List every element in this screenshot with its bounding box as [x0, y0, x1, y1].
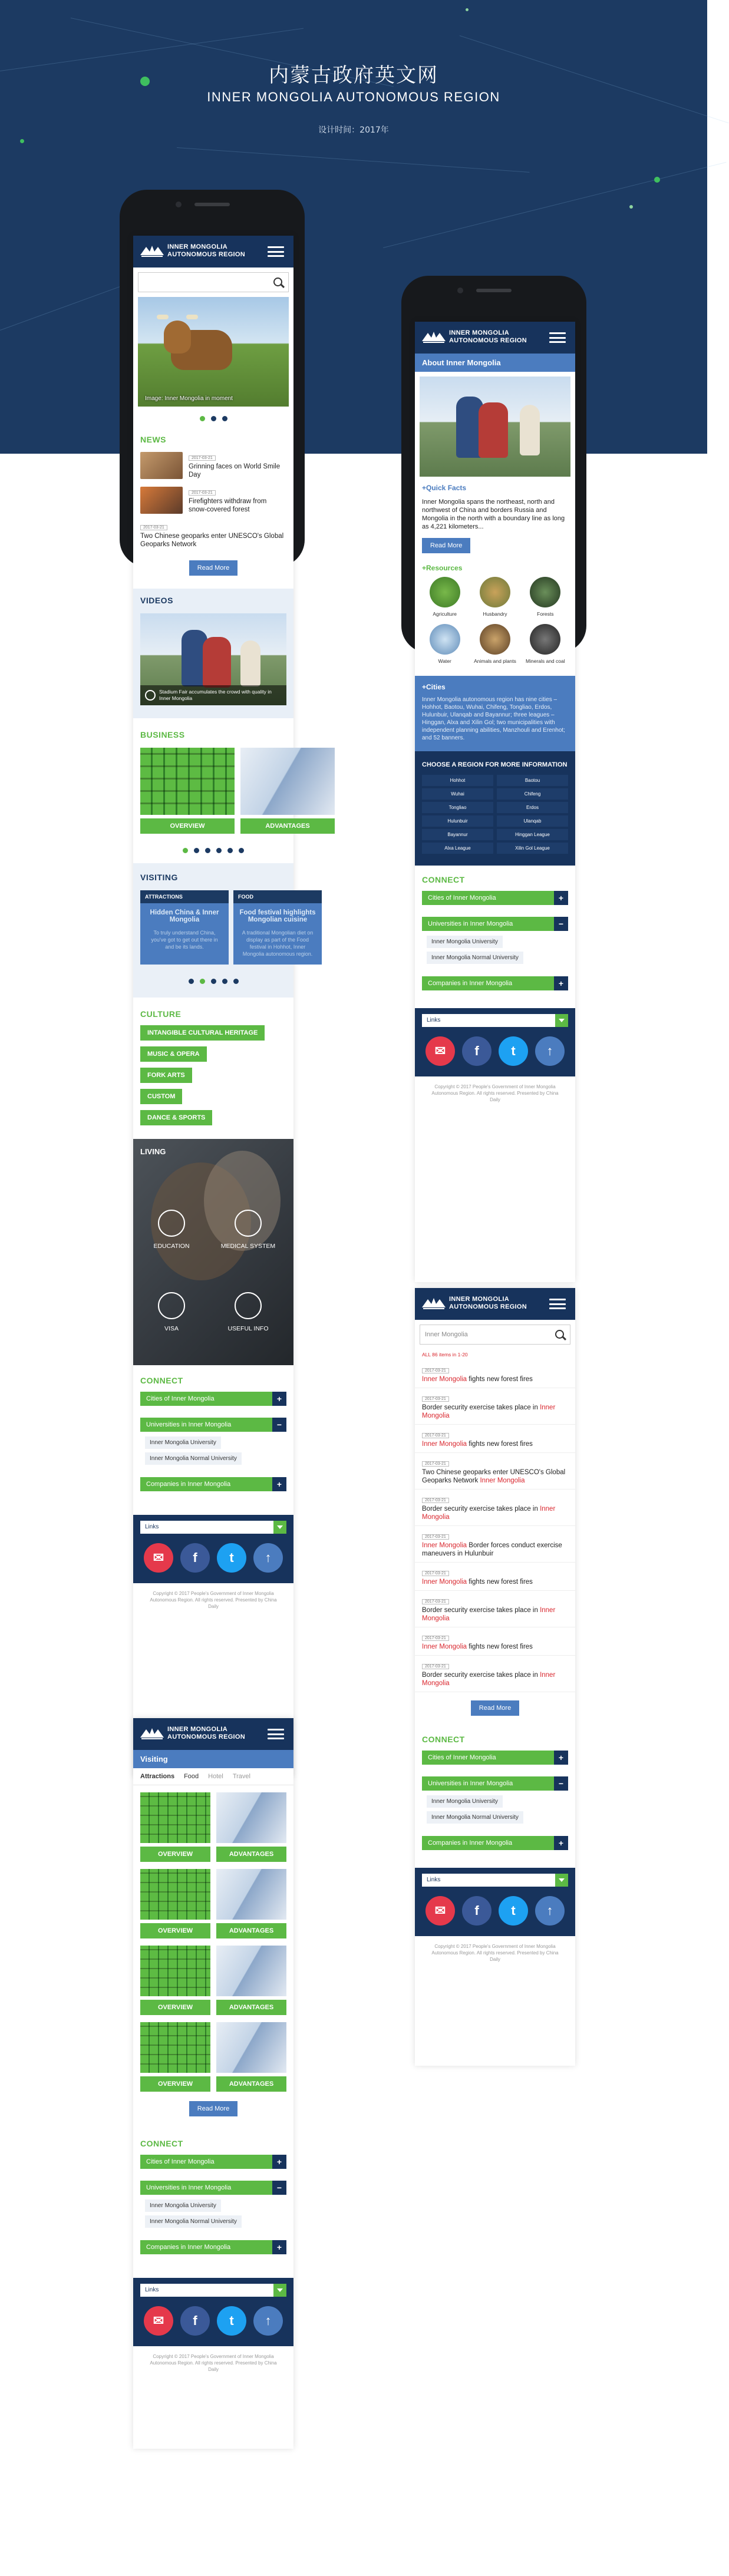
- companies-accordion[interactable]: Companies in Inner Mongolia +: [422, 1836, 568, 1850]
- region-link[interactable]: Tongliao: [422, 802, 493, 813]
- card-image[interactable]: [216, 1869, 286, 1920]
- advantages-button[interactable]: ADVANTAGES: [216, 1923, 286, 1938]
- menu-icon[interactable]: [549, 332, 566, 343]
- result-title: Border security exercise takes place in Inner Mongolia: [422, 1505, 556, 1521]
- connect-heading: CONNECT: [422, 1735, 465, 1744]
- twitter-icon[interactable]: t: [217, 1543, 246, 1573]
- companies-accordion[interactable]: Companies in Inner Mongolia +: [140, 1477, 286, 1491]
- links-footer: [133, 2278, 293, 2346]
- logo-icon[interactable]: [421, 1296, 447, 1311]
- news-item[interactable]: [133, 483, 293, 517]
- result-title: Inner Mongolia fights new forest fires: [422, 1643, 533, 1650]
- visiting-card[interactable]: FOOD Food festival highlights Mongolian cuisine A traditional Mongolian diet on display as part of the Food festival in Hohhot, Inner Mongolia autonomous region.: [233, 890, 322, 965]
- card-image[interactable]: [140, 1792, 210, 1843]
- links-dropdown[interactable]: Links: [422, 1014, 568, 1027]
- tab-food[interactable]: Food: [184, 1773, 199, 1780]
- university-item[interactable]: Inner Mongolia University: [145, 1436, 221, 1449]
- education-link[interactable]: EDUCATION: [139, 1210, 204, 1250]
- advantages-button[interactable]: ADVANTAGES: [216, 2000, 286, 2015]
- business-image: [140, 748, 235, 815]
- search-result-item[interactable]: [415, 1591, 575, 1627]
- tab-travel[interactable]: Travel: [232, 1773, 250, 1780]
- useful-info-link[interactable]: USEFUL INFO: [216, 1292, 281, 1332]
- links-dropdown[interactable]: Links: [422, 1874, 568, 1887]
- resource-forests[interactable]: Forests: [523, 577, 568, 617]
- facebook-icon[interactable]: f: [180, 1543, 210, 1573]
- news-thumb: [140, 487, 183, 514]
- links-dropdown[interactable]: Links: [140, 2284, 286, 2297]
- news-heading: NEWS: [140, 435, 166, 444]
- date-badge: 2017-03-21: [189, 490, 216, 496]
- mail-icon[interactable]: ✉: [144, 1543, 173, 1573]
- menu-icon[interactable]: [268, 246, 284, 257]
- region-link[interactable]: Erdos: [497, 802, 568, 813]
- logo-icon[interactable]: [139, 243, 165, 259]
- logo-icon[interactable]: [139, 1726, 165, 1741]
- resource-agriculture[interactable]: Agriculture: [422, 577, 467, 617]
- logo-icon[interactable]: [421, 329, 447, 345]
- connect-heading: CONNECT: [422, 875, 465, 884]
- chevron-down-icon[interactable]: [273, 1521, 286, 1534]
- copyright: Copyright © 2017 People's Government of Inner Mongolia Autonomous Region. All rights reserved. Presented by China Daily: [150, 1591, 277, 1609]
- date-badge: 2017-03-21: [422, 1636, 449, 1641]
- slide-caption: Image: Inner Mongolia in moment: [145, 395, 233, 402]
- site-header: [415, 322, 575, 354]
- tab-attractions[interactable]: Attractions: [140, 1773, 175, 1780]
- slide-pager[interactable]: [133, 407, 293, 431]
- date-badge: 2017-03-21: [422, 1571, 449, 1576]
- business-heading: BUSINESS: [140, 730, 185, 739]
- copyright: Copyright © 2017 People's Government of Inner Mongolia Autonomous Region. All rights reserved. Presented by China Daily: [431, 1944, 559, 1962]
- read-more-button[interactable]: Read More: [189, 2101, 237, 2116]
- date-badge: 2017-03-21: [422, 1461, 449, 1467]
- living-heading: LIVING: [140, 1147, 166, 1156]
- cities-accordion[interactable]: Cities of Inner Mongolia +: [140, 2155, 286, 2169]
- resource-water[interactable]: Water: [422, 624, 467, 664]
- visiting-card[interactable]: ATTRACTIONS Hidden China & Inner Mongolia To truly understand China, you've got to get out there in and be its lands.: [140, 890, 229, 965]
- tab-hotel[interactable]: Hotel: [208, 1773, 223, 1780]
- brand-name: INNER MONGOLIA AUTONOMOUS REGION: [449, 1296, 527, 1310]
- cities-panel: [415, 676, 575, 751]
- chevron-down-icon[interactable]: [555, 1874, 568, 1887]
- video-caption: Stadium Fair accumulates the crowd with quality in Inner Mongolia: [159, 689, 272, 701]
- university-item[interactable]: Inner Mongolia Normal University: [427, 1811, 523, 1824]
- page-title: Visiting: [133, 1750, 293, 1768]
- regions-panel: [415, 751, 575, 866]
- top-icon[interactable]: ↑: [535, 1896, 565, 1926]
- menu-icon[interactable]: [268, 1729, 284, 1739]
- facts-text: Inner Mongolia spans the northeast, north and northwest of China and borders Russia and Mongolia in the north with a boundary line as long as 4,221 kilometers...: [422, 498, 565, 530]
- page-title: About Inner Mongolia: [415, 354, 575, 372]
- visiting-screen: [133, 1718, 293, 2449]
- cities-text: Inner Mongolia autonomous region has nine cities – Hohhot, Baotou, Wuhai, Chifeng, Tongliao, Erdos, Hulunbuir, Ulanqab and Bayannur; three leagues – Hinggan, Alxa and Xilin Gol; two municipalities with independent planning abilities, Manzhouli and Erenhot; and 52 banners.: [422, 696, 565, 741]
- cities-accordion[interactable]: Cities of Inner Mongolia +: [422, 891, 568, 905]
- search-result-item[interactable]: [415, 1453, 575, 1490]
- search-icon[interactable]: [273, 278, 282, 286]
- facebook-icon[interactable]: f: [462, 1896, 492, 1926]
- search-screen: [415, 1288, 575, 2066]
- search-result-item[interactable]: [415, 1563, 575, 1591]
- university-item[interactable]: Inner Mongolia Normal University: [145, 1452, 242, 1465]
- card-image[interactable]: [216, 1946, 286, 1996]
- news-title: Firefighters withdraw from snow-covered forest: [189, 498, 267, 513]
- education-icon: [158, 1210, 185, 1237]
- region-link[interactable]: Hohhot: [422, 775, 493, 786]
- connect-heading: CONNECT: [140, 1376, 183, 1385]
- globe-icon: [158, 1292, 185, 1319]
- social-links: [422, 1887, 568, 1928]
- videos-heading: VIDEOS: [140, 596, 173, 605]
- brand-name: INNER MONGOLIA AUTONOMOUS REGION: [167, 1726, 246, 1741]
- copyright: Copyright © 2017 People's Government of Inner Mongolia Autonomous Region. All rights reserved. Presented by China Daily: [431, 1084, 559, 1102]
- region-link[interactable]: Wuhai: [422, 788, 493, 800]
- site-header: [133, 236, 293, 267]
- links-dropdown[interactable]: Links: [140, 1521, 286, 1534]
- region-link[interactable]: Ulanqab: [497, 815, 568, 827]
- cities-accordion[interactable]: Cities of Inner Mongolia +: [422, 1751, 568, 1765]
- medical-icon: [235, 1210, 262, 1237]
- brand-name: INNER MONGOLIA AUTONOMOUS REGION: [167, 243, 246, 258]
- overview-button[interactable]: OVERVIEW: [140, 2000, 210, 2015]
- overview-button[interactable]: OVERVIEW: [140, 1847, 210, 1862]
- menu-icon[interactable]: [549, 1299, 566, 1309]
- mail-icon[interactable]: ✉: [425, 1036, 455, 1066]
- date-badge: 2017-03-21: [422, 1368, 449, 1373]
- date-badge: 2017-03-21: [422, 1599, 449, 1604]
- advantages-button[interactable]: ADVANTAGES: [240, 818, 335, 834]
- business-carousel[interactable]: [133, 743, 310, 838]
- top-icon[interactable]: ↑: [253, 1543, 283, 1573]
- videos-section: [133, 589, 293, 718]
- business-image: [240, 748, 335, 815]
- news-title: Two Chinese geoparks enter UNESCO's Global Geoparks Network: [140, 533, 284, 548]
- date-badge: 2017-03-21: [422, 1534, 449, 1540]
- cities-toggle[interactable]: +Cities: [422, 683, 446, 691]
- region-link[interactable]: Alxa League: [422, 843, 493, 854]
- visiting-heading: VISITING: [140, 873, 178, 882]
- brand-name: INNER MONGOLIA AUTONOMOUS REGION: [449, 329, 527, 344]
- play-icon[interactable]: [145, 690, 156, 701]
- region-link[interactable]: Bayannur: [422, 829, 493, 840]
- resources-toggle[interactable]: +Resources: [422, 564, 463, 572]
- card-image[interactable]: [216, 1792, 286, 1843]
- resource-minerals[interactable]: Minerals and coal: [523, 624, 568, 664]
- chevron-down-icon[interactable]: [555, 1014, 568, 1027]
- date-badge: 2017-03-21: [422, 1664, 449, 1669]
- card-image[interactable]: [140, 1869, 210, 1920]
- culture-heading: CULTURE: [140, 1009, 182, 1019]
- visa-link[interactable]: VISA: [139, 1292, 204, 1332]
- video-thumbnail[interactable]: [140, 613, 286, 705]
- read-more-button[interactable]: Read More: [189, 560, 237, 576]
- cities-accordion[interactable]: Cities of Inner Mongolia +: [140, 1392, 286, 1406]
- date-badge: 2017-03-21: [422, 1396, 449, 1402]
- chevron-down-icon[interactable]: [273, 2284, 286, 2297]
- search-result-item[interactable]: [415, 1425, 575, 1453]
- university-item[interactable]: Inner Mongolia Normal University: [427, 952, 523, 964]
- hero-date: 设计时间：2017年: [318, 126, 389, 135]
- overview-button[interactable]: OVERVIEW: [140, 2076, 210, 2092]
- read-more-button[interactable]: Read More: [471, 1700, 519, 1716]
- visiting-section: [133, 863, 316, 998]
- social-links: [140, 1534, 286, 1575]
- culture-item[interactable]: DANCE & SPORTS: [140, 1110, 212, 1125]
- site-header: [133, 1718, 293, 1750]
- advantages-button[interactable]: ADVANTAGES: [216, 2076, 286, 2092]
- date-badge: 2017-03-21: [189, 455, 216, 461]
- card-image[interactable]: [216, 2022, 286, 2073]
- companies-accordion[interactable]: Companies in Inner Mongolia +: [422, 976, 568, 990]
- result-title: Two Chinese geoparks enter UNESCO's Global Geoparks Network Inner Mongolia: [422, 1469, 566, 1484]
- region-link[interactable]: Hinggan League: [497, 829, 568, 840]
- result-title: Border security exercise takes place in Inner Mongolia: [422, 1404, 556, 1419]
- resource-husbandry[interactable]: Husbandry: [473, 577, 518, 617]
- hero-banner: [0, 0, 707, 454]
- overview-button[interactable]: OVERVIEW: [140, 1923, 210, 1938]
- culture-list: [133, 1022, 293, 1139]
- links-footer: [415, 1008, 575, 1076]
- about-screen: [415, 322, 575, 1282]
- result-title: Inner Mongolia fights new forest fires: [422, 1376, 533, 1383]
- connect-heading: CONNECT: [140, 2139, 183, 2148]
- hero-slide-image[interactable]: [138, 297, 289, 407]
- quick-facts-toggle[interactable]: +Quick Facts: [422, 484, 467, 492]
- hero-subtitle: INNER MONGOLIA AUTONOMOUS REGION: [207, 90, 500, 104]
- region-link[interactable]: Baotou: [497, 775, 568, 786]
- result-title: Inner Mongolia fights new forest fires: [422, 1578, 533, 1586]
- visiting-pager[interactable]: [133, 969, 293, 994]
- twitter-icon[interactable]: t: [499, 1896, 528, 1926]
- culture-item[interactable]: FORK ARTS: [140, 1068, 192, 1083]
- choose-region-heading: CHOOSE A REGION FOR MORE INFORMATION: [422, 761, 568, 768]
- search-input[interactable]: [138, 272, 289, 292]
- visiting-grid: [133, 1785, 293, 2099]
- hero-title: 内蒙古政府英文网: [269, 64, 438, 87]
- region-grid: [422, 775, 568, 854]
- overview-button[interactable]: OVERVIEW: [140, 818, 235, 834]
- twitter-icon[interactable]: t: [217, 2306, 246, 2336]
- twitter-icon[interactable]: t: [499, 1036, 528, 1066]
- universities-accordion[interactable]: Universities in Inner Mongolia −: [422, 1776, 568, 1791]
- result-title: Inner Mongolia Border forces conduct exercise maneuvers in Hulunbuir: [422, 1542, 562, 1557]
- university-item[interactable]: Inner Mongolia University: [145, 2199, 221, 2212]
- resource-animals[interactable]: Animals and plants: [473, 624, 518, 664]
- companies-accordion[interactable]: Companies in Inner Mongolia +: [140, 2240, 286, 2254]
- facebook-icon[interactable]: f: [462, 1036, 492, 1066]
- search-result-item[interactable]: [415, 1627, 575, 1656]
- resources-grid: [415, 572, 575, 676]
- search-result-item[interactable]: [415, 1526, 575, 1563]
- search-results: [415, 1360, 575, 1692]
- advantages-button[interactable]: ADVANTAGES: [216, 1847, 286, 1862]
- search-result-item[interactable]: [415, 1388, 575, 1425]
- search-result-item[interactable]: [415, 1490, 575, 1526]
- news-title: Grinning faces on World Smile Day: [189, 463, 281, 478]
- mail-icon[interactable]: ✉: [144, 2306, 173, 2336]
- university-item[interactable]: Inner Mongolia University: [427, 936, 503, 948]
- phone-icon: [235, 1292, 262, 1319]
- card-image[interactable]: [140, 2022, 210, 2073]
- date-badge: 2017-03-21: [140, 525, 167, 530]
- visiting-carousel[interactable]: [133, 886, 316, 969]
- medical-link[interactable]: MEDICAL SYSTEM: [216, 1210, 281, 1250]
- university-item[interactable]: Inner Mongolia Normal University: [145, 2215, 242, 2228]
- culture-item[interactable]: CUSTOM: [140, 1089, 182, 1104]
- result-count: ALL 86 items in 1-20: [422, 1352, 468, 1358]
- mail-icon[interactable]: ✉: [425, 1896, 455, 1926]
- date-badge: 2017-03-21: [422, 1498, 449, 1503]
- visiting-tabs: [133, 1768, 293, 1785]
- links-footer: [415, 1868, 575, 1936]
- business-pager[interactable]: [133, 838, 293, 863]
- date-badge: 2017-03-21: [422, 1433, 449, 1438]
- region-link[interactable]: Xilin Gol League: [497, 843, 568, 854]
- result-title: Inner Mongolia fights new forest fires: [422, 1441, 533, 1448]
- top-icon[interactable]: ↑: [535, 1036, 565, 1066]
- culture-item[interactable]: MUSIC & OPERA: [140, 1046, 207, 1062]
- news-item[interactable]: [133, 448, 293, 483]
- university-item[interactable]: Inner Mongolia University: [427, 1795, 503, 1808]
- search-icon[interactable]: [555, 1330, 564, 1339]
- social-links: [422, 1027, 568, 1068]
- search-result-item[interactable]: [415, 1360, 575, 1388]
- culture-item[interactable]: INTANGIBLE CULTURAL HERITAGE: [140, 1025, 265, 1041]
- facebook-icon[interactable]: f: [180, 2306, 210, 2336]
- news-thumb: [140, 452, 183, 479]
- region-link[interactable]: Chifeng: [497, 788, 568, 800]
- card-image[interactable]: [140, 1946, 210, 1996]
- read-more-button[interactable]: Read More: [422, 538, 470, 553]
- top-icon[interactable]: ↑: [253, 2306, 283, 2336]
- news-item[interactable]: [133, 517, 293, 552]
- links-footer: [133, 1515, 293, 1583]
- universities-accordion[interactable]: Universities in Inner Mongolia −: [422, 917, 568, 931]
- about-image: [420, 377, 570, 477]
- universities-accordion[interactable]: Universities in Inner Mongolia −: [140, 1418, 286, 1432]
- result-title: Border security exercise takes place in Inner Mongolia: [422, 1607, 556, 1622]
- home-screen: [133, 236, 316, 1777]
- result-title: Border security exercise takes place in Inner Mongolia: [422, 1672, 556, 1687]
- search-result-item[interactable]: [415, 1656, 575, 1692]
- living-section: [133, 1139, 293, 1365]
- site-header: [415, 1288, 575, 1320]
- social-links: [140, 2297, 286, 2338]
- region-link[interactable]: Hulunbuir: [422, 815, 493, 827]
- search-input[interactable]: Inner Mongolia: [420, 1325, 570, 1345]
- copyright: Copyright © 2017 People's Government of Inner Mongolia Autonomous Region. All rights reserved. Presented by China Daily: [150, 2354, 277, 2372]
- universities-accordion[interactable]: Universities in Inner Mongolia −: [140, 2181, 286, 2195]
